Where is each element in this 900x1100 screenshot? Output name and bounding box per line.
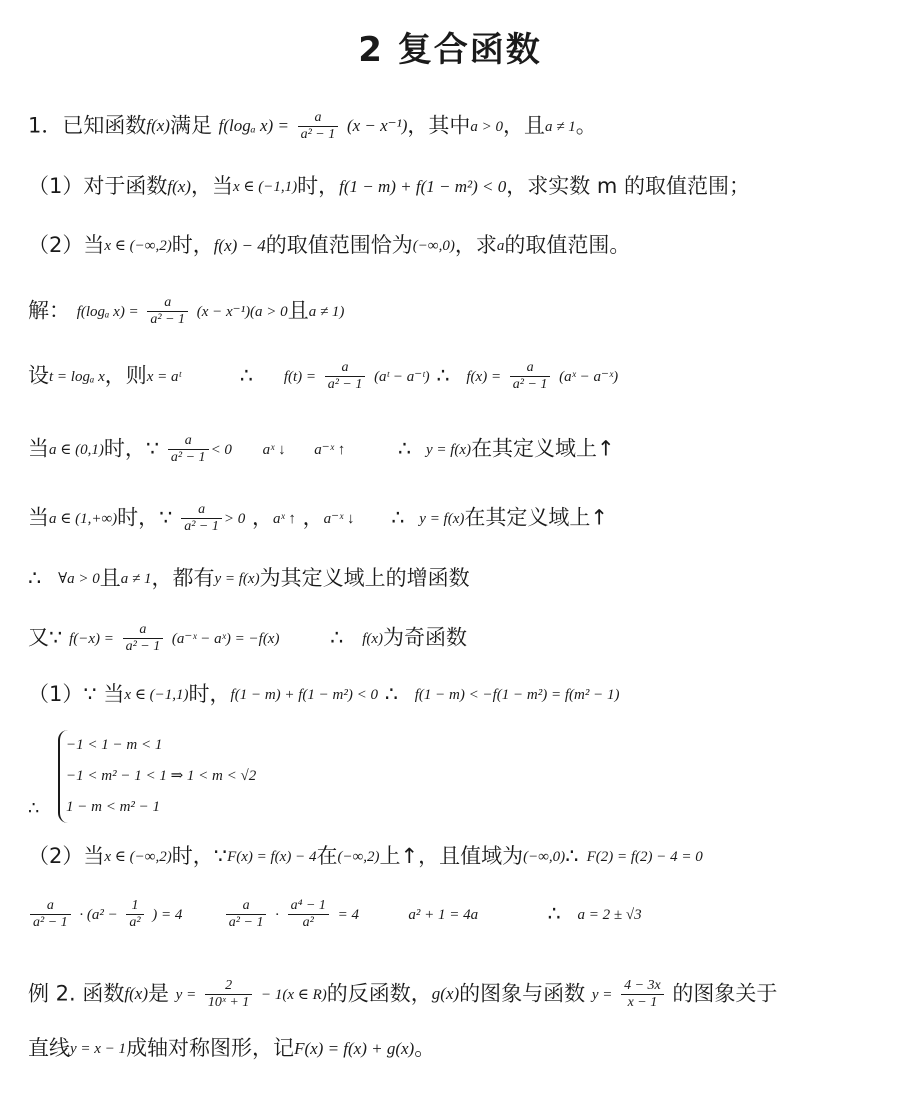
- fraction: $\frac{a}{\text{a² − 1}}$: [510, 360, 551, 393]
- solution-line-9: $\frac{a}{\text{a² − 1}}$ · (a² − $\frac{1}{\text{a²}}$ ) = 4 $\frac{a}{\text{a² − 1}}$ · $\frac{\text{a⁴ − 1}}{\text{a²}}$ = 4 a² + 1 = 4a ∴ a = 2 ± √3: [28, 898, 888, 931]
- solution-line-3: 当a ∈ (0,1)时，∵ $\frac{a}{\text{a² − 1}}$ < 0 aˣ ↓ a⁻ˣ ↑ ∴ y = f(x)在其定义域上↑: [28, 433, 615, 466]
- fraction: $\frac{a}{\text{a² − 1}}$: [325, 360, 366, 393]
- problem-1-part-1: （1）对于函数f(x)，当x ∈ (−1,1)时，f(1 − m) + f(1 − m²) < 0，求实数 m 的取值范围；: [28, 174, 751, 198]
- fraction: $\frac{a}{\text{a² − 1}}$: [298, 110, 339, 143]
- page-title: 2 复合函数: [358, 30, 542, 70]
- example-2-line-1: 例 2. 函数f(x)是 y = $\frac{2}{\text{10ˣ + 1}}$ − 1(x ∈ R)的反函数，g(x)的图象与函数 y = $\frac{4 - 3x}{x - 1}$ 的图象关于: [28, 978, 778, 1011]
- fraction: $\frac{4 - 3x}{x - 1}$: [621, 978, 664, 1011]
- solution-line-4: 当a ∈ (1,+∞)时，∵ $\frac{a}{\text{a² − 1}}$ > 0 ，aˣ ↑ ，a⁻ˣ ↓ ∴ y = f(x)在其定义域上↑: [28, 502, 608, 535]
- solution-line-7: （1）∵ 当x ∈ (−1,1)时，f(1 − m) + f(1 − m²) < 0 ∴ f(1 − m) < −f(1 − m²) = f(m² − 1): [28, 682, 620, 706]
- fraction: $\frac{\text{a⁴ − 1}}{\text{a²}}$: [288, 898, 329, 931]
- fraction: $\frac{a}{\text{a² − 1}}$: [30, 898, 71, 931]
- fraction: $\frac{a}{\text{a² − 1}}$: [181, 502, 222, 535]
- problem-1-statement: 1．已知函数f(x)满足 f(logₐ x) = $\frac{a}{\text{a² − 1}}$ (x − x⁻¹)，其中a > 0，且a ≠ 1。: [28, 110, 597, 143]
- inequality-system: −1 < 1 − m < 1 −1 < m² − 1 < 1 ⇒ 1 < m < √2 1 − m < m² − 1: [58, 730, 256, 823]
- example-2-line-2: 直线y = x − 1成轴对称图形，记F(x) = f(x) + g(x)。: [28, 1036, 436, 1060]
- fraction: $\frac{a}{\text{a² − 1}}$: [123, 622, 164, 655]
- fraction: $\frac{a}{\text{a² − 1}}$: [168, 433, 209, 466]
- fraction: $\frac{2}{\text{10ˣ + 1}}$: [205, 978, 252, 1011]
- solution-line-2: 设t = logₐ x，则x = aᵗ ∴ f(t) = $\frac{a}{\text{a² − 1}}$ (aᵗ − a⁻ᵗ) ∴ f(x) = $\frac{a}{\text{a² − 1}}$ (aˣ − a⁻ˣ): [28, 360, 619, 393]
- fraction: $\frac{a}{\text{a² − 1}}$: [147, 295, 188, 328]
- therefore-symbol: ∴: [28, 798, 40, 819]
- fraction: $\frac{1}{\text{a²}}$: [126, 898, 143, 931]
- solution-line-8: （2）当x ∈ (−∞,2)时，∵F(x) = f(x) − 4在(−∞,2)上↑，且值域为(−∞,0)∴ F(2) = f(2) − 4 = 0: [28, 844, 703, 868]
- fraction: $\frac{a}{\text{a² − 1}}$: [226, 898, 267, 931]
- solution-line-1: 解： f(logₐ x) = $\frac{a}{\text{a² − 1}}$ (x − x⁻¹)(a > 0且a ≠ 1): [28, 295, 345, 328]
- solution-line-5: ∴ ∀a > 0且a ≠ 1，都有y = f(x)为其定义域上的增函数: [28, 566, 470, 590]
- solution-line-6: 又∵ f(−x) = $\frac{a}{\text{a² − 1}}$ (a⁻ˣ − aˣ) = −f(x) ∴ f(x)为奇函数: [28, 622, 468, 655]
- problem-1-part-2: （2）当x ∈ (−∞,2)时，f(x) − 4的取值范围恰为(−∞,0)，求a的取值范围。: [28, 233, 631, 257]
